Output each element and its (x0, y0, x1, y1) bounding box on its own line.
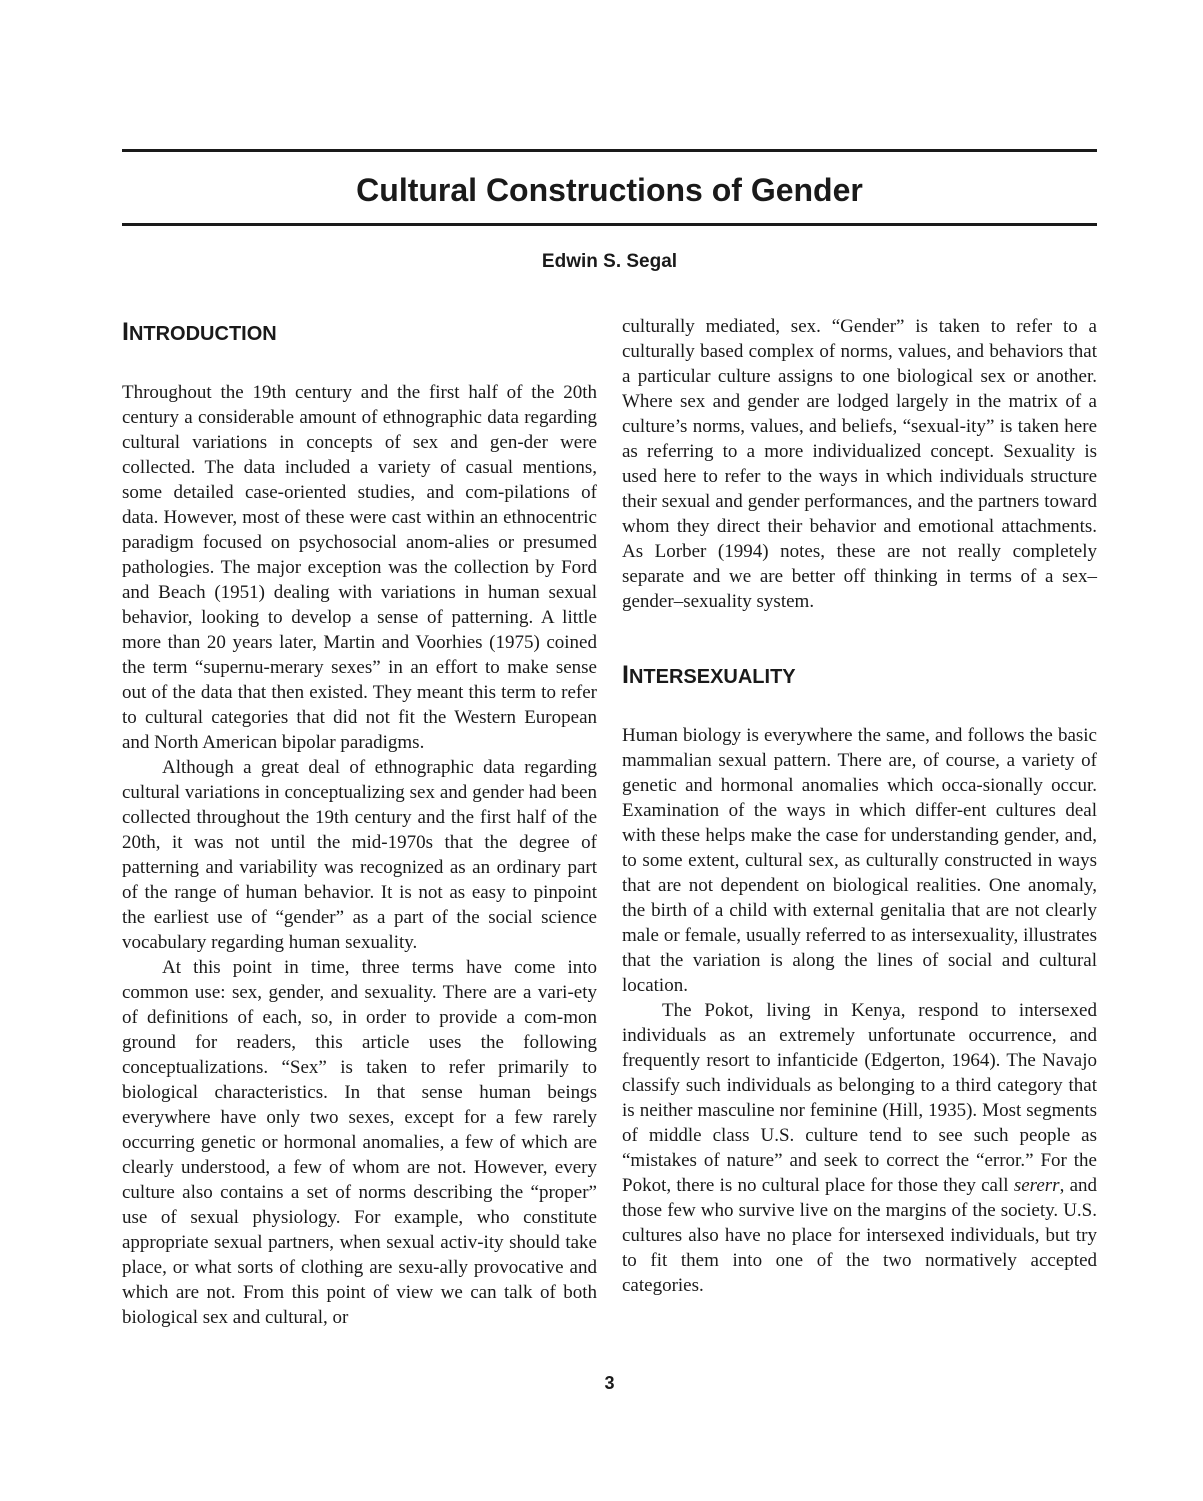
paragraph: Throughout the 19th century and the first half of the 20th century a considerable amount of ethnographic data regarding cultural variations in concepts of sex and gen-der were collected. The data included a variety of casual mentions, some detailed case-oriented studies, and com-pilations of data. However, most of these were cast within an ethnocentric paradigm focused on psychosocial anom-alies or presumed pathologies. The major exception was the collection by Ford and Beach (1951) dealing with variations in human sexual behavior, looking to develop a sense of patterning. A little more than 20 years later, Martin and Voorhies (1975) coined the term “supernu-merary sexes” in an effort to make sense out of the data that then existed. They meant this term to refer to cultural categories that did not fit the Western European and North American bipolar paradigms. (122, 382, 597, 753)
title-bottom-rule (122, 223, 1097, 226)
paragraph: At this point in time, three terms have come into common use: sex, gender, and sexuality. There are a vari-ety of definitions of each, so, in order to provide a com-mon ground for readers, this article uses the following conceptualizations. “Sex” is taken to refer primarily to biological characteristics. In that sense human beings everywhere have only two sexes, except for a few rarely occurring genetic or hormonal anomalies, a few of which are clearly understood, a few of whom are not. However, every culture also contains a set of norms describing the “proper” use of sexual physiology. For example, who constitute appropriate sexual partners, when sexual activ-ity should take place, or what sorts of clothing are sexu-ally provocative and which are not. From this point of view we can talk of both biological sex and cultural, or (122, 957, 597, 1328)
page-number: 3 (604, 1373, 615, 1393)
section-heading-introduction: INTRODUCTION (122, 318, 277, 346)
italic-term: sererr (1013, 1175, 1060, 1196)
paragraph: Human biology is everywhere the same, and follows the basic mammalian sexual pattern. There are, of course, a variety of genetic and hormonal anomalies which occa-sionally occur. Examination of the ways in which differ-ent cultures deal with these helps make the case for understanding gender, and, to some extent, cultural sex, as culturally constructed in ways that are not dependent on biological realities. One anomaly, the birth of a child with external genitalia that are not clearly male or female, usually referred to as intersexuality, illustrates that the variation is along the lines of social and cultural location. (622, 725, 1097, 996)
article-title: Cultural Constructions of Gender (356, 172, 863, 208)
paragraph-continued: culturally mediated, sex. “Gender” is taken to refer to a culturally based complex of norms, values, and behaviors that a particular culture assigns to one biological sex or another. Where sex and gender are lodged largely in the matrix of a culture’s norms, values, and beliefs, “sexual-ity” is taken here as referring to a more individualized concept. Sexuality is used here to refer to the ways in which individuals structure their sexual and gender performances, and the partners toward whom they direct their behavior and emotional attachments. As Lorber (1994) notes, these are not really completely separate and we are better off thinking in terms of a sex–gender–sexuality system. (622, 316, 1097, 612)
title-top-rule (122, 149, 1097, 152)
right-column (622, 314, 1097, 1298)
paragraph: Although a great deal of ethnographic data regarding cultural variations in conceptualizing sex and gender had been collected throughout the 19th century and the first half of the 20th, it was not until the mid-1970s that the degree of patterning and variability was recognized as an ordinary part of the range of human behavior. It is not as easy to pinpoint the earliest use of “gender” as a part of the social science vocabulary regarding human sexuality. (122, 757, 597, 953)
left-column (122, 314, 597, 1330)
paragraph: The Pokot, living in Kenya, respond to intersexed individuals as an extremely unfortunate occurrence, and frequently resort to infanticide (Edgerton, 1964). The Navajo classify such individuals as belonging to a third category that is neither masculine nor feminine (Hill, 1935). Most segments of middle class U.S. culture tend to see such people as “mistakes of nature” and seek to correct the “error.” For the Pokot, there is no cultural place for those they call sererr, and those few who survive live on the margins of the society. U.S. cultures also have no place for intersexed individuals, but try to fit them into one of the two normatively accepted categories. (622, 1000, 1098, 1296)
author-name: Edwin S. Segal (541, 251, 678, 272)
section-heading-intersexuality: INTERSEXUALITY (622, 661, 796, 689)
